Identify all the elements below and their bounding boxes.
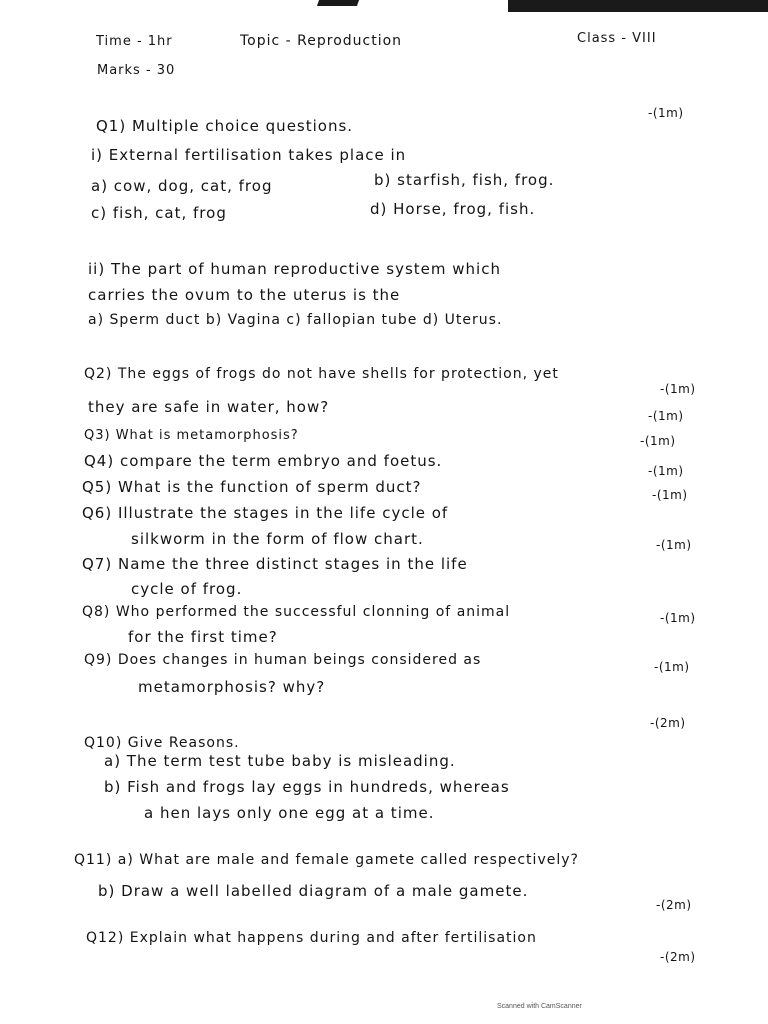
q1-marks: -(1m) xyxy=(648,106,684,120)
scanner-watermark: Scanned with CamScanner xyxy=(497,1003,582,1010)
q5-marks: -(1m) xyxy=(648,464,684,478)
q5-text: Q5) What is the function of sperm duct? xyxy=(82,478,422,496)
q11-b: b) Draw a well labelled diagram of a male gamete. xyxy=(98,882,529,900)
q2-line2: they are safe in water, how? xyxy=(88,398,330,416)
q1-ii-options: a) Sperm duct b) Vagina c) fallopian tube d) Uterus. xyxy=(88,312,503,328)
q9-marks: -(1m) xyxy=(654,660,690,674)
q10-b-line2: a hen lays only one egg at a time. xyxy=(144,804,435,822)
q7-marks: -(1m) xyxy=(656,538,692,552)
q10-a: a) The term test tube baby is misleading. xyxy=(104,752,456,770)
q1-title: Q1) Multiple choice questions. xyxy=(96,117,354,135)
class-label: Class - VIII xyxy=(577,31,657,46)
time-label: Time - 1hr xyxy=(96,34,173,49)
q8-line2: for the first time? xyxy=(128,628,278,646)
q1-i-option-a: a) cow, dog, cat, frog xyxy=(91,177,273,195)
scan-shadow-right xyxy=(508,0,768,12)
q9-line2: metamorphosis? why? xyxy=(138,678,326,696)
q10-title: Q10) Give Reasons. xyxy=(84,735,240,751)
q10-b-line1: b) Fish and frogs lay eggs in hundreds, whereas xyxy=(104,778,510,796)
q12-text: Q12) Explain what happens during and after fertilisation xyxy=(86,930,537,946)
q4-marks: -(1m) xyxy=(640,434,676,448)
q11-a: Q11) a) What are male and female gamete called respectively? xyxy=(74,852,579,868)
q4-text: Q4) compare the term embryo and foetus. xyxy=(84,452,443,470)
q9-line1: Q9) Does changes in human beings considered as xyxy=(84,652,482,668)
q1-i-option-b: b) starfish, fish, frog. xyxy=(374,171,555,189)
q7-line2: cycle of frog. xyxy=(131,580,243,598)
q1-i-option-d: d) Horse, frog, fish. xyxy=(370,200,536,218)
q2-marks: -(1m) xyxy=(660,382,696,396)
q10-marks: -(2m) xyxy=(650,716,686,730)
q6-line2: silkworm in the form of flow chart. xyxy=(131,530,424,548)
q12-marks: -(2m) xyxy=(660,950,696,964)
q3-marks: -(1m) xyxy=(648,409,684,423)
q6-marks: -(1m) xyxy=(652,488,688,502)
q3-text: Q3) What is metamorphosis? xyxy=(84,428,299,443)
topic-label: Topic - Reproduction xyxy=(240,33,403,49)
scan-shadow-left xyxy=(317,0,359,6)
marks-label: Marks - 30 xyxy=(97,63,176,78)
q8-line1: Q8) Who performed the successful clonning of animal xyxy=(82,604,511,620)
q11-marks: -(2m) xyxy=(656,898,692,912)
q1-ii-line2: carries the ovum to the uterus is the xyxy=(88,286,401,304)
q7-line1: Q7) Name the three distinct stages in the life xyxy=(82,555,468,573)
q1-i-stem: i) External fertilisation takes place in xyxy=(91,146,407,164)
q1-ii-line1: ii) The part of human reproductive system which xyxy=(88,260,501,278)
q1-i-option-c: c) fish, cat, frog xyxy=(91,204,227,222)
q8-marks: -(1m) xyxy=(660,611,696,625)
q6-line1: Q6) Illustrate the stages in the life cycle of xyxy=(82,504,449,522)
q2-line1: Q2) The eggs of frogs do not have shells for protection, yet xyxy=(84,366,559,382)
